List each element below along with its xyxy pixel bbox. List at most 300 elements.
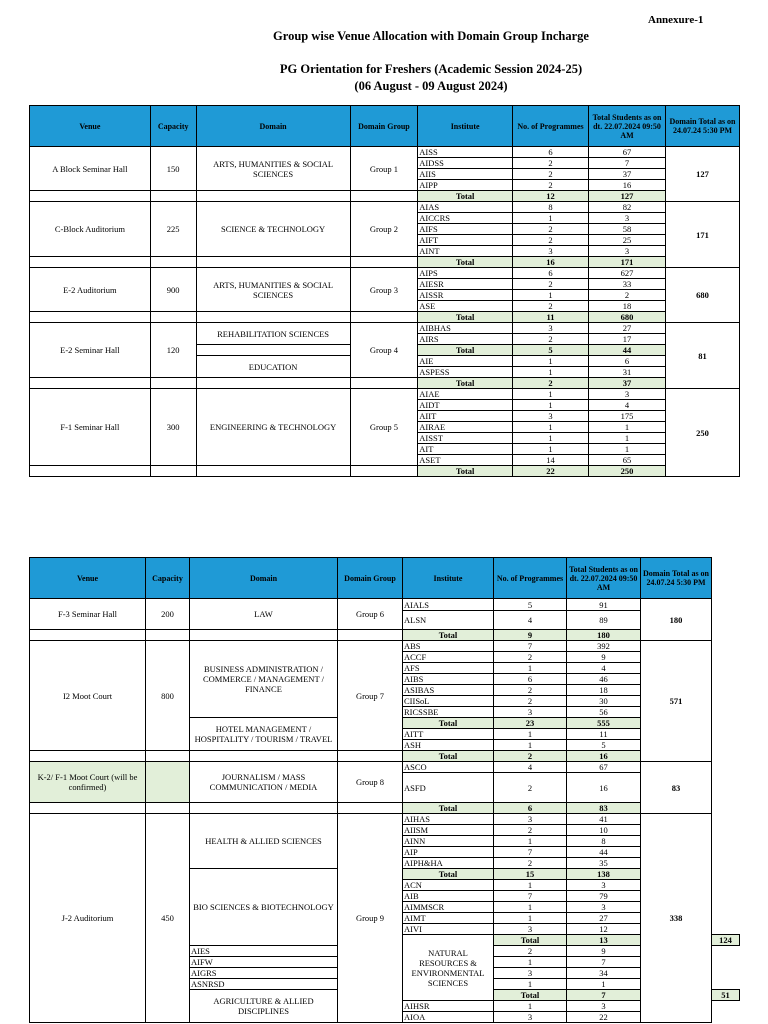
students-cell: 3 — [588, 213, 665, 224]
empty-cell — [350, 257, 418, 268]
empty-cell — [30, 312, 151, 323]
institute-cell: AIPP — [418, 180, 513, 191]
total-programmes: 13 — [567, 935, 641, 946]
programmes-cell: 1 — [494, 836, 567, 847]
students-cell: 25 — [588, 235, 665, 246]
programmes-cell: 2 — [513, 158, 589, 169]
total-programmes: 22 — [513, 466, 589, 477]
total-label: Total — [403, 630, 494, 641]
table-row — [30, 762, 740, 773]
header-venue: Venue — [30, 106, 151, 147]
total-students: 138 — [567, 869, 641, 880]
domain-total-cell: 680 — [666, 268, 740, 323]
institute-cell: ASNRSD — [190, 979, 338, 990]
total-students: 83 — [567, 803, 641, 814]
empty-cell — [30, 630, 146, 641]
programmes-cell: 1 — [513, 422, 589, 433]
students-cell: 22 — [567, 1012, 641, 1023]
header-venue: Venue — [30, 558, 146, 599]
students-cell: 79 — [567, 891, 641, 902]
students-cell: 1 — [588, 422, 665, 433]
total-programmes: 15 — [494, 869, 567, 880]
domain-total-cell: 171 — [666, 202, 740, 268]
students-cell: 4 — [588, 400, 665, 411]
table-row — [30, 312, 740, 323]
domain-total-cell: 250 — [666, 389, 740, 477]
institute-cell: AIP — [403, 847, 494, 858]
total-students: 680 — [588, 312, 665, 323]
institute-cell: ASH — [403, 740, 494, 751]
institute-cell: RICSSBE — [403, 707, 494, 718]
institute-cell: ALSN — [403, 611, 494, 630]
empty-cell — [196, 466, 350, 477]
students-cell: 627 — [588, 268, 665, 279]
institute-cell: AIMMSCR — [403, 902, 494, 913]
students-cell: 11 — [567, 729, 641, 740]
domain-cell: ARTS, HUMANITIES & SOCIAL SCIENCES — [196, 147, 350, 191]
header-capacity: Capacity — [150, 106, 196, 147]
empty-cell — [150, 191, 196, 202]
empty-cell — [150, 257, 196, 268]
programmes-cell: 2 — [494, 773, 567, 803]
programmes-cell: 1 — [494, 663, 567, 674]
total-label: Total — [403, 751, 494, 762]
students-cell: 67 — [567, 762, 641, 773]
header-domain: Domain — [196, 106, 350, 147]
institute-cell: AIRS — [418, 334, 513, 345]
students-cell: 18 — [567, 685, 641, 696]
domain-cell: HEALTH & ALLIED SCIENCES — [190, 814, 338, 869]
header-students: Total Students as on dt. 22.07.2024 09:50 AM — [567, 558, 641, 599]
students-cell: 18 — [588, 301, 665, 312]
institute-cell: AINN — [403, 836, 494, 847]
empty-cell — [30, 191, 151, 202]
institute-cell: CIISoL — [403, 696, 494, 707]
total-label: Total — [418, 466, 513, 477]
empty-cell — [338, 751, 403, 762]
students-cell: 44 — [567, 847, 641, 858]
programmes-cell: 2 — [513, 224, 589, 235]
students-cell: 7 — [567, 957, 641, 968]
institute-cell: AITT — [403, 729, 494, 740]
domain-cell: ENGINEERING & TECHNOLOGY — [196, 389, 350, 466]
students-cell: 65 — [588, 455, 665, 466]
programmes-cell: 2 — [494, 652, 567, 663]
programmes-cell: 3 — [513, 411, 589, 422]
total-label: Total — [418, 257, 513, 268]
programmes-cell: 1 — [494, 913, 567, 924]
domain-cell: NATURAL RESOURCES & ENVIRONMENTAL SCIENCES — [403, 935, 494, 1001]
programmes-cell: 1 — [494, 1001, 567, 1012]
students-cell: 16 — [567, 773, 641, 803]
venue-cell: F-1 Seminar Hall — [30, 389, 151, 466]
empty-cell — [350, 191, 418, 202]
students-cell: 2 — [588, 290, 665, 301]
institute-cell: AIFS — [418, 224, 513, 235]
institute-cell: AIRAE — [418, 422, 513, 433]
domain-cell: LAW — [190, 599, 338, 630]
institute-cell: ASE — [418, 301, 513, 312]
programmes-cell: 8 — [513, 202, 589, 213]
table-row — [30, 599, 740, 611]
institute-cell: AIBS — [403, 674, 494, 685]
programmes-cell: 1 — [513, 356, 589, 367]
programmes-cell: 4 — [494, 611, 567, 630]
total-label: Total — [403, 803, 494, 814]
institute-cell: AIALS — [403, 599, 494, 611]
programmes-cell: 2 — [513, 169, 589, 180]
institute-cell: AINT — [418, 246, 513, 257]
institute-cell: AIFW — [190, 957, 338, 968]
programmes-cell: 5 — [494, 599, 567, 611]
domain-group-cell: Group 5 — [350, 389, 418, 466]
domain-total-cell: 338 — [641, 814, 712, 1023]
programmes-cell: 2 — [513, 235, 589, 246]
empty-cell — [150, 312, 196, 323]
empty-cell — [350, 466, 418, 477]
students-cell: 175 — [588, 411, 665, 422]
institute-cell: ACN — [403, 880, 494, 891]
table-row — [30, 147, 740, 158]
domain-group-cell: Group 7 — [338, 641, 403, 751]
empty-cell — [30, 803, 146, 814]
programmes-cell: 7 — [494, 641, 567, 652]
institute-cell: AIGRS — [190, 968, 338, 979]
capacity-cell: 450 — [146, 814, 190, 1023]
programmes-cell: 1 — [513, 433, 589, 444]
total-programmes: 16 — [513, 257, 589, 268]
total-programmes: 12 — [513, 191, 589, 202]
programmes-cell: 2 — [513, 279, 589, 290]
domain-cell: SCIENCE & TECHNOLOGY — [196, 202, 350, 257]
students-cell: 41 — [567, 814, 641, 825]
total-students: 16 — [567, 751, 641, 762]
students-cell: 27 — [588, 323, 665, 334]
programmes-cell: 4 — [494, 762, 567, 773]
table-row — [30, 466, 740, 477]
institute-cell: ASET — [418, 455, 513, 466]
institute-cell: AIAS — [418, 202, 513, 213]
header-programmes: No. of Programmes — [513, 106, 589, 147]
empty-cell — [146, 751, 190, 762]
annexure-label: Annexure-1 — [648, 14, 704, 26]
programmes-cell: 3 — [494, 1012, 567, 1023]
header-domain-group: Domain Group — [350, 106, 418, 147]
domain-cell: ARTS, HUMANITIES & SOCIAL SCIENCES — [196, 268, 350, 312]
table-row — [30, 378, 740, 389]
institute-cell: ASCO — [403, 762, 494, 773]
institute-cell: AIHAS — [403, 814, 494, 825]
students-cell: 67 — [588, 147, 665, 158]
programmes-cell: 1 — [494, 740, 567, 751]
total-label: Total — [418, 312, 513, 323]
programmes-cell: 1 — [494, 902, 567, 913]
table-row — [30, 389, 740, 400]
domain-cell: AGRICULTURE & ALLIED DISCIPLINES — [190, 990, 338, 1023]
programmes-cell: 2 — [494, 946, 567, 957]
students-cell: 4 — [567, 663, 641, 674]
capacity-cell: 800 — [146, 641, 190, 751]
empty-cell — [150, 466, 196, 477]
total-programmes: 5 — [513, 345, 589, 356]
students-cell: 3 — [567, 1001, 641, 1012]
institute-cell: AIMT — [403, 913, 494, 924]
empty-cell — [190, 751, 338, 762]
institute-cell: AIESR — [418, 279, 513, 290]
capacity-cell: 900 — [150, 268, 196, 312]
empty-cell — [30, 751, 146, 762]
programmes-cell: 6 — [513, 268, 589, 279]
domain-group-cell: Group 4 — [350, 323, 418, 378]
table-row — [30, 630, 740, 641]
students-cell: 16 — [588, 180, 665, 191]
institute-cell: AFS — [403, 663, 494, 674]
domain-group-cell: Group 1 — [350, 147, 418, 191]
total-students: 171 — [588, 257, 665, 268]
venue-cell: C-Block Auditorium — [30, 202, 151, 257]
students-cell: 91 — [567, 599, 641, 611]
programmes-cell: 3 — [494, 707, 567, 718]
institute-cell: ASPESS — [418, 367, 513, 378]
domain-group-cell: Group 6 — [338, 599, 403, 630]
institute-cell: AIB — [403, 891, 494, 902]
page-subtitle: PG Orientation for Freshers (Academic Session 2024-25) — [279, 62, 583, 76]
programmes-cell: 1 — [513, 213, 589, 224]
programmes-cell: 1 — [513, 290, 589, 301]
total-label: Total — [403, 718, 494, 729]
total-label: Total — [403, 869, 494, 880]
total-label: Total — [494, 990, 567, 1001]
total-students: 127 — [588, 191, 665, 202]
institute-cell: AICCRS — [418, 213, 513, 224]
domain-total-cell: 127 — [666, 147, 740, 202]
total-students: 37 — [588, 378, 665, 389]
empty-cell — [338, 630, 403, 641]
header-domain: Domain — [190, 558, 338, 599]
total-label: Total — [418, 378, 513, 389]
programmes-cell: 6 — [494, 674, 567, 685]
institute-cell: AIDSS — [418, 158, 513, 169]
empty-cell — [196, 312, 350, 323]
empty-cell — [190, 803, 338, 814]
table-header-row — [30, 558, 740, 599]
venue-cell: F-3 Seminar Hall — [30, 599, 146, 630]
empty-cell — [196, 257, 350, 268]
institute-cell: AIOA — [403, 1012, 494, 1023]
table-row — [30, 814, 740, 825]
empty-cell — [146, 630, 190, 641]
venue-cell: J-2 Auditorium — [30, 814, 146, 1023]
students-cell: 12 — [567, 924, 641, 935]
programmes-cell: 2 — [494, 696, 567, 707]
header-domain-total: Domain Total as on 24.07.24 5:30 PM — [666, 106, 740, 147]
total-students: 44 — [588, 345, 665, 356]
table-row — [30, 323, 740, 334]
domain-cell: BUSINESS ADMINISTRATION / COMMERCE / MANAGEMENT / FINANCE — [190, 641, 338, 718]
domain-total-cell: 571 — [641, 641, 712, 762]
total-students: 51 — [712, 990, 740, 1001]
table-row — [30, 803, 740, 814]
total-programmes: 2 — [494, 751, 567, 762]
institute-cell: ABS — [403, 641, 494, 652]
students-cell: 46 — [567, 674, 641, 685]
students-cell: 8 — [567, 836, 641, 847]
header-domain-group: Domain Group — [338, 558, 403, 599]
table-header-row — [30, 106, 740, 147]
total-label: Total — [494, 935, 567, 946]
institute-cell: AIAE — [418, 389, 513, 400]
table-row — [30, 268, 740, 279]
institute-cell: AIBHAS — [418, 323, 513, 334]
total-programmes: 7 — [567, 990, 641, 1001]
venue-cell: E-2 Seminar Hall — [30, 323, 151, 378]
empty-cell — [350, 312, 418, 323]
programmes-cell: 2 — [494, 825, 567, 836]
students-cell: 10 — [567, 825, 641, 836]
empty-cell — [196, 378, 350, 389]
venue-cell: E-2 Auditorium — [30, 268, 151, 312]
page-date-range: (06 August - 09 August 2024) — [354, 79, 508, 93]
domain-group-cell: Group 2 — [350, 202, 418, 257]
empty-cell — [350, 378, 418, 389]
institute-cell: AIE — [418, 356, 513, 367]
total-students: 124 — [712, 935, 740, 946]
students-cell: 6 — [588, 356, 665, 367]
institute-cell: AISS — [418, 147, 513, 158]
header-domain-total: Domain Total as on 24.07.24 5:30 PM — [641, 558, 712, 599]
institute-cell: ASFD — [403, 773, 494, 803]
capacity-cell: 300 — [150, 389, 196, 466]
domain-group-cell: Group 8 — [338, 762, 403, 803]
programmes-cell: 2 — [494, 858, 567, 869]
capacity-cell: 150 — [150, 147, 196, 191]
institute-cell: AISSR — [418, 290, 513, 301]
programmes-cell: 3 — [513, 323, 589, 334]
students-cell: 35 — [567, 858, 641, 869]
total-students: 555 — [567, 718, 641, 729]
programmes-cell: 3 — [494, 968, 567, 979]
institute-cell: AISST — [418, 433, 513, 444]
capacity-cell: 120 — [150, 323, 196, 378]
empty-cell — [150, 378, 196, 389]
table-row — [30, 257, 740, 268]
empty-cell — [190, 630, 338, 641]
total-label: Total — [418, 191, 513, 202]
capacity-cell — [146, 762, 190, 803]
programmes-cell: 7 — [494, 891, 567, 902]
header-programmes: No. of Programmes — [494, 558, 567, 599]
domain-cell: REHABILITATION SCIENCES — [196, 323, 350, 345]
venue-table-2 — [29, 557, 740, 1023]
institute-cell: AIFT — [418, 235, 513, 246]
total-programmes: 9 — [494, 630, 567, 641]
institute-cell: AIIT — [418, 411, 513, 422]
institute-cell: ASIBAS — [403, 685, 494, 696]
students-cell: 17 — [588, 334, 665, 345]
students-cell: 7 — [588, 158, 665, 169]
institute-cell: AIT — [418, 444, 513, 455]
institute-cell: AIES — [190, 946, 338, 957]
programmes-cell: 1 — [513, 444, 589, 455]
header-students: Total Students as on dt. 22.07.2024 09:50 AM — [588, 106, 665, 147]
programmes-cell: 3 — [513, 246, 589, 257]
students-cell: 3 — [588, 246, 665, 257]
header-institute: Institute — [403, 558, 494, 599]
venue-table-1 — [29, 105, 740, 477]
students-cell: 30 — [567, 696, 641, 707]
programmes-cell: 7 — [494, 847, 567, 858]
table-row — [30, 641, 740, 652]
empty-cell — [30, 378, 151, 389]
students-cell: 3 — [588, 389, 665, 400]
venue-cell: K-2/ F-1 Moot Court (will be confirmed) — [30, 762, 146, 803]
capacity-cell: 225 — [150, 202, 196, 257]
table-row — [30, 751, 740, 762]
total-students: 250 — [588, 466, 665, 477]
students-cell: 89 — [567, 611, 641, 630]
programmes-cell: 2 — [494, 685, 567, 696]
programmes-cell: 3 — [494, 814, 567, 825]
programmes-cell: 1 — [494, 880, 567, 891]
programmes-cell: 3 — [494, 924, 567, 935]
students-cell: 3 — [567, 902, 641, 913]
institute-cell: AIIS — [418, 169, 513, 180]
institute-cell: AIISM — [403, 825, 494, 836]
venue-cell: A Block Seminar Hall — [30, 147, 151, 191]
programmes-cell: 2 — [513, 180, 589, 191]
institute-cell: AIVI — [403, 924, 494, 935]
venue-cell: I2 Moot Court — [30, 641, 146, 751]
students-cell: 37 — [588, 169, 665, 180]
students-cell: 56 — [567, 707, 641, 718]
students-cell: 33 — [588, 279, 665, 290]
header-capacity: Capacity — [146, 558, 190, 599]
students-cell: 1 — [588, 433, 665, 444]
domain-cell: EDUCATION — [196, 356, 350, 378]
domain-group-cell: Group 3 — [350, 268, 418, 312]
students-cell: 9 — [567, 652, 641, 663]
programmes-cell: 2 — [513, 301, 589, 312]
domain-cell: BIO SCIENCES & BIOTECHNOLOGY — [190, 869, 338, 946]
table-row — [30, 202, 740, 213]
domain-cell: JOURNALISM / MASS COMMUNICATION / MEDIA — [190, 762, 338, 803]
capacity-cell: 200 — [146, 599, 190, 630]
programmes-cell: 6 — [513, 147, 589, 158]
total-programmes: 6 — [494, 803, 567, 814]
header-institute: Institute — [418, 106, 513, 147]
programmes-cell: 1 — [513, 367, 589, 378]
students-cell: 31 — [588, 367, 665, 378]
total-programmes: 23 — [494, 718, 567, 729]
institute-cell: ACCF — [403, 652, 494, 663]
programmes-cell: 1 — [513, 400, 589, 411]
students-cell: 9 — [567, 946, 641, 957]
page-title: Group wise Venue Allocation with Domain Group Incharge — [273, 29, 589, 43]
empty-cell — [196, 191, 350, 202]
institute-cell: AIHSR — [403, 1001, 494, 1012]
institute-cell: AIDT — [418, 400, 513, 411]
programmes-cell: 1 — [513, 389, 589, 400]
total-programmes: 11 — [513, 312, 589, 323]
students-cell: 5 — [567, 740, 641, 751]
students-cell: 1 — [567, 979, 641, 990]
programmes-cell: 14 — [513, 455, 589, 466]
empty-cell — [30, 257, 151, 268]
programmes-cell: 2 — [513, 334, 589, 345]
programmes-cell: 1 — [494, 957, 567, 968]
institute-cell: AIPS — [418, 268, 513, 279]
students-cell: 392 — [567, 641, 641, 652]
